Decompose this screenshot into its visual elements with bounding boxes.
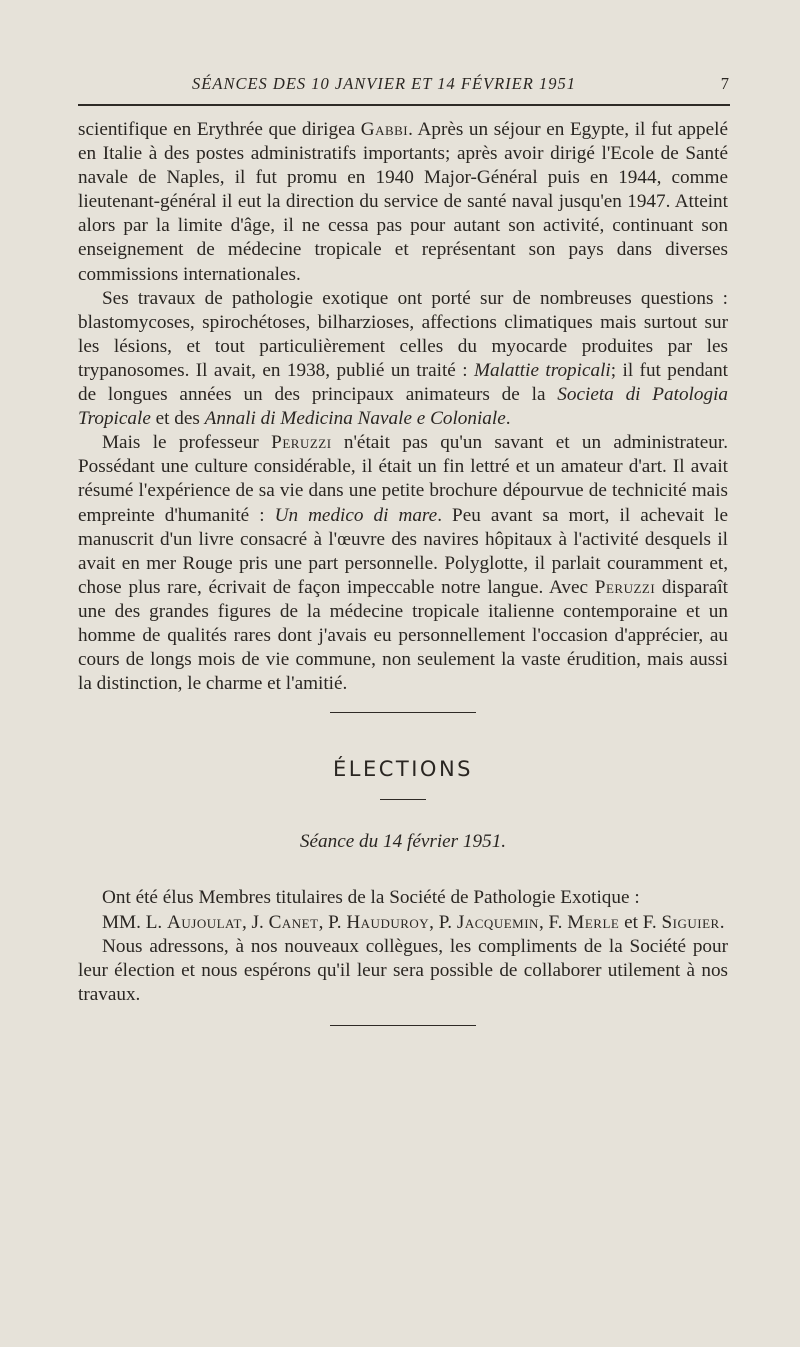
- text-run: . Peu avant sa mort, il achevait le manuscrit d'un livre consacré à l'œuvre des navires hôpitaux à l'activité desquels il avait en mer Rouge pris une part personnelle. Polyglotte, il parlait couramment et, chose plus rare, écrivait de façon impeccable notre langue. Avec: [78, 504, 728, 598]
- paragraph-1: [78, 118, 728, 287]
- running-header: [78, 74, 730, 98]
- paragraph-2: [78, 287, 728, 432]
- text-run: MM. L.: [102, 911, 168, 933]
- session-heading: Séance du 14 février 1951.: [299, 831, 507, 853]
- page-number: 7: [720, 74, 730, 93]
- header-rule: [78, 104, 730, 106]
- text-run: ; il fut pendant de longues années un des principaux animateurs de la: [78, 359, 729, 406]
- elections-paragraph-3: Nous adressons, à nos nouveaux collègues, les compliments de la Société pour leur élection et nous espérons qu'il leur sera possible de collaborer utilement à nos travaux.: [78, 935, 728, 1005]
- paragraph-3: [78, 431, 728, 696]
- member-name: Aujoulat: [167, 911, 242, 933]
- elections-paragraph-2: [78, 911, 728, 935]
- text-run: , J.: [241, 911, 269, 933]
- text-run: disparaît une des grandes figures de la médecine tropicale italienne contemporaine et un homme de qualités rares dont j'avais eu personnellement l'occasion d'apprécier, au cours de longs mois de vie commune, non seulement la vaste érudition, mais aussi la distinction, le charme et l'amitié.: [78, 576, 728, 695]
- journal-name: Annali di Medicina Navale e Coloniale: [204, 408, 506, 430]
- main-text: [78, 118, 728, 1026]
- member-name: Siguier: [661, 911, 720, 933]
- text-run: , P.: [429, 911, 457, 933]
- book-title: Malattie tropicali: [473, 359, 611, 381]
- society-name: Societa di Patologia Tropicale: [78, 384, 728, 430]
- member-name: Merle: [567, 911, 620, 933]
- text-run: , F.: [538, 911, 568, 933]
- member-name: Canet: [268, 911, 319, 933]
- text-run: .: [719, 911, 725, 933]
- text-run: .: [505, 408, 511, 430]
- text-run: Mais le professeur: [102, 432, 272, 454]
- elections-paragraph-1: Ont été élus Membres titulaires de la Société de Pathologie Exotique :: [102, 887, 640, 909]
- section-title: ÉLECTIONS: [333, 757, 473, 782]
- person-name: Peruzzi: [271, 432, 332, 454]
- member-name: Jacquemin: [456, 911, 539, 933]
- text-run: scientifique en Erythrée que dirigea: [78, 119, 361, 140]
- member-name: Hauduroy: [346, 911, 430, 933]
- book-title: Un medico di mare: [274, 504, 438, 526]
- text-run: n'était pas qu'un savant et un administrateur. Possédant une culture considérable, il était un fin lettré et un amateur d'art. Il avait résumé l'expérience de sa vie dans une petite brochure dépourvue de technicité mais empreinte d'humanité :: [78, 432, 728, 526]
- title-underline: [380, 799, 426, 800]
- running-title: SÉANCES DES 10 JANVIER ET 14 FÉVRIER 1951: [192, 74, 576, 93]
- text-run: et F.: [619, 911, 662, 933]
- text-run: et des: [150, 408, 205, 430]
- elections-text: [78, 886, 728, 1006]
- person-name: Gabbi: [360, 119, 409, 140]
- text-run: , P.: [318, 911, 347, 933]
- text-run: Ses travaux de pathologie exotique ont porté sur de nombreuses questions : blastomycoses, spirochétoses, bilharzioses, affections climatiques mais surtout sur les lésions, et tout particulièrement celles du myocarde produites par les trypanosomes. Il avait, en 1938, publié un traité :: [78, 287, 728, 381]
- text-run: . Après un séjour en Egypte, il fut appelé en Italie à des postes administratifs importants; après avoir dirigé l'Ecole de Santé navale de Naples, il fut promu en 1940 Major-Général puis en 1944, comme lieutenant-général il eut la direction du service de santé naval jusqu'en 1947. Atteint alors par la limite d'âge, il ne cessa pas pour autant son activité, continuant son enseignement de médecine tropicale et représentant son pays dans diverses commissions internationales.: [78, 119, 728, 285]
- end-divider: [330, 1025, 476, 1026]
- person-name: Peruzzi: [594, 576, 656, 598]
- section-divider: [330, 712, 476, 713]
